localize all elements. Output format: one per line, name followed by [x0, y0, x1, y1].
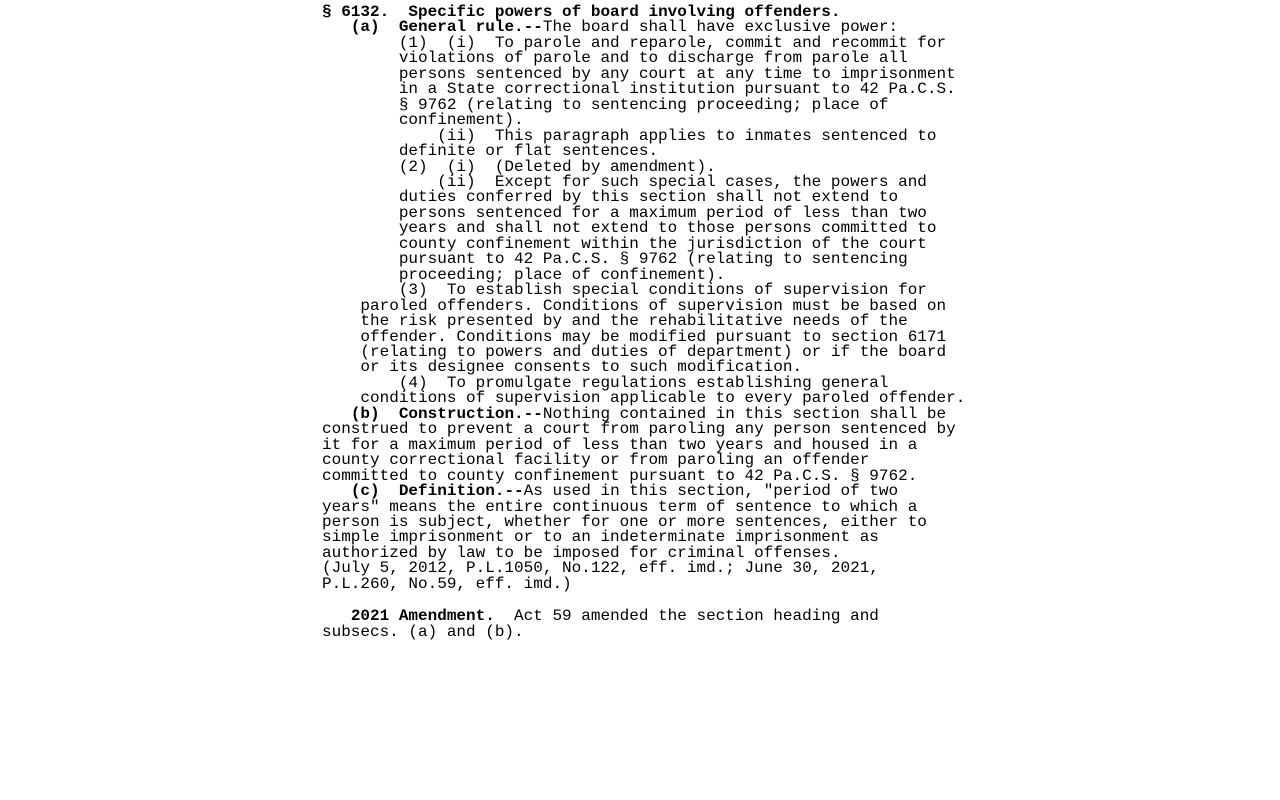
subsection-c-label: (c) — [350, 482, 380, 501]
paragraph-4: (4) To promulgate regulations establishing general conditions of supervision applicable to every paroled offender. — [360, 373, 966, 408]
subsection-c-text: As used in this section, "period of two years" means the entire continuous term of sentence to which a person is subject, whether for one or more sentences, either to simple imprisonment or to an indeterminate imprisonment as authorized by law to be imposed for criminal offenses. — [322, 482, 927, 562]
subsection-c — [322, 484, 965, 561]
amendment-note-text: Act 59 amended the section heading and subsecs. (a) and (b). — [322, 607, 879, 641]
section-number: § 6132. — [322, 3, 390, 21]
subsection-a-intro: The board shall have exclusive power: — [542, 18, 899, 37]
paragraph-1-ii: (ii) This paragraph applies to inmates sentenced to definite or flat sentences. — [398, 126, 937, 161]
amendment-note-heading: 2021 Amendment. — [350, 607, 495, 626]
paragraph-2-i: (2) (i) (Deleted by amendment). — [322, 157, 716, 176]
paragraph-3: (3) To establish special conditions of supervision for paroled offenders. Conditions of supervision must be based on the risk presented by and the rehabilitative needs of the offender. Conditions may be modified pursuant to section 6171 (relating to powers and duties of department) or if the board or its designee consents to such modification. — [360, 281, 947, 377]
subsection-b-title: Construction.-- — [398, 404, 543, 423]
legislative-history: (July 5, 2012, P.L.1050, No.122, eff. imd.; June 30, 2021, P.L.260, No.59, eff. imd.) — [322, 559, 879, 593]
paragraph-2-ii: (ii) Except for such special cases, the powers and duties conferred by this section shall not extend to persons sentenced for a maximum period of less than two years and shall not extend to those persons committed to county confinement within the jurisdiction of the court pursuant to 42 Pa.C.S. § 9762 (relating to sentencing proceeding; place of confinement). — [398, 172, 937, 284]
paragraph-1-i: (1) (i) To parole and reparole, commit and recommit for violations of parole and to discharge from parole all persons sentenced by any court at any time to imprisonment in a State correctional institution pursuant to 42 Pa.C.S. § 9762 (relating to sentencing proceeding; place of confinement). — [398, 33, 956, 130]
subsection-b-label: (b) — [350, 404, 380, 423]
subsection-a-label: (a) — [350, 18, 380, 37]
subsection-b — [322, 404, 965, 485]
subsection-b-text: Nothing contained in this section shall be construed to prevent a court from paroling any person sentenced by it for a maximum period of less than two years and housed in a county correctional facility or from paroling an offender committed to county confinement pursuant to 42 Pa.C.S. § 9762. — [322, 404, 956, 485]
statute-document — [322, 5, 965, 640]
section-title: Specific powers of board involving offenders. — [408, 3, 841, 21]
subsection-c-title: Definition.-- — [398, 482, 524, 501]
subsection-a-title: General rule.-- — [398, 18, 543, 37]
amendment-note — [322, 609, 965, 640]
